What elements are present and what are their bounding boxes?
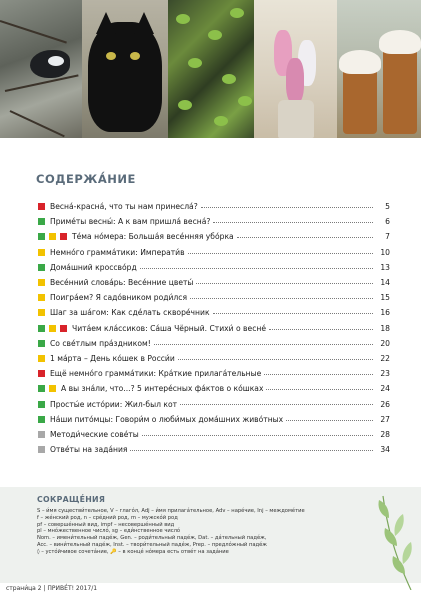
level-marker-red-icon: [60, 325, 67, 332]
level-marker-yellow-icon: [49, 233, 56, 240]
toc-entry-title: Чита́ем кла́ссиков: Са́ша Чёрный. Стихи́ о весне́: [72, 323, 267, 333]
dot-leader: [190, 290, 373, 299]
level-marker-green-icon: [38, 385, 45, 392]
table-of-contents: [38, 199, 390, 457]
photo-seedlings: [168, 0, 254, 138]
toc-entry[interactable]: [38, 229, 390, 244]
toc-entry-title: А вы зна́ли, что...? 5 интере́сных фа́ктов о ко́шках: [61, 384, 264, 394]
dot-leader: [213, 214, 373, 223]
toc-entry-title: Просты́е исто́рии: Жил-был кот: [50, 399, 178, 409]
level-marker-green-icon: [38, 264, 45, 271]
toc-entry-page: 22: [380, 353, 390, 363]
level-marker-red-icon: [60, 233, 67, 240]
level-marker-yellow-icon: [38, 309, 45, 316]
level-markers: [38, 339, 151, 348]
toc-entry[interactable]: [38, 260, 390, 275]
abbreviations-list: [37, 508, 367, 556]
dot-leader: [286, 412, 373, 421]
level-marker-green-icon: [38, 416, 45, 423]
toc-entry-page: 23: [380, 369, 390, 379]
toc-entry-title: Методи́ческие сове́ты: [50, 429, 139, 439]
toc-entry[interactable]: [38, 336, 390, 351]
toc-entry[interactable]: [38, 199, 390, 214]
level-marker-green-icon: [38, 218, 45, 225]
toc-entry-title: Поигра́ем? Я садо́вником роди́лся: [50, 293, 188, 303]
level-markers: [38, 293, 187, 302]
dot-leader: [142, 427, 373, 436]
toc-entry-page: 20: [380, 338, 390, 348]
toc-entry[interactable]: [38, 412, 390, 427]
level-marker-red-icon: [38, 203, 45, 210]
abbreviation-line: ◊ – усто́йчивое сочета́ние, 🔑 – в конце́ но́мера есть отве́т на зада́ние: [37, 548, 229, 555]
dot-leader: [188, 245, 373, 254]
toc-entry[interactable]: [38, 396, 390, 411]
level-marker-yellow-icon: [38, 279, 45, 286]
level-markers: [38, 308, 210, 317]
abbreviation-line: f – же́нский род, n – сре́дний род, m – мужско́й род: [37, 514, 178, 521]
level-marker-green-icon: [38, 233, 45, 240]
level-markers: [38, 232, 234, 241]
toc-entry-title: Весна́-красна́, что ты нам принесла́?: [50, 202, 198, 212]
level-marker-gray-icon: [38, 446, 45, 453]
toc-entry[interactable]: [38, 366, 390, 381]
toc-entry-page: 18: [380, 323, 390, 333]
toc-entry-page: 13: [380, 262, 390, 272]
abbreviation-line: pf – соверше́нный вид, impf – несоверше́нный вид: [37, 521, 175, 528]
dot-leader: [178, 351, 373, 360]
toc-entry-page: 26: [380, 399, 390, 409]
page-footer: страни́ца 2 | ПРИВЕ́Т! 2017/1: [6, 585, 98, 592]
toc-entry-title: Шаг за ша́гом: Как сде́лать скворе́чник: [50, 308, 210, 318]
photo-magpie: [0, 0, 82, 138]
toc-entry-page: 28: [380, 429, 390, 439]
toc-entry-page: 16: [380, 308, 390, 318]
toc-entry[interactable]: [38, 427, 390, 442]
toc-entry-page: 27: [380, 414, 390, 424]
level-marker-green-icon: [38, 340, 45, 347]
toc-entry-title: Те́ма но́мера: Больша́я весе́нняя убо́рка: [72, 232, 234, 242]
dot-leader: [154, 336, 373, 345]
level-marker-yellow-icon: [38, 355, 45, 362]
toc-entry-page: 14: [380, 278, 390, 288]
abbreviation-line: pl – мно́жественное число́, sg – еди́нственное число́: [37, 528, 181, 535]
photo-black-cat: [82, 0, 168, 138]
level-marker-gray-icon: [38, 431, 45, 438]
toc-entry[interactable]: [38, 245, 390, 260]
abbreviation-line: S – и́мя существи́тельное, V – глаго́л, Adj – и́мя прилага́тельное, Adv – наре́чие, Inj – междоме́тие: [37, 508, 305, 514]
dot-leader: [140, 260, 373, 269]
level-markers: [38, 415, 283, 424]
level-marker-yellow-icon: [49, 385, 56, 392]
toc-entry-page: 5: [385, 202, 390, 212]
toc-entry[interactable]: [38, 442, 390, 457]
level-markers: [38, 445, 127, 454]
leaf-branch-icon: [359, 494, 415, 590]
toc-entry-title: Ещё немно́го грамма́тики: Кра́ткие прилага́тельные: [50, 369, 262, 379]
level-markers: [38, 202, 198, 211]
contents-heading: СОДЕРЖА́НИЕ: [36, 172, 136, 186]
level-marker-green-icon: [38, 325, 45, 332]
dot-leader: [130, 442, 373, 451]
level-marker-green-icon: [38, 401, 45, 408]
abbreviations-heading: СОКРАЩЕ́НИЯ: [37, 495, 106, 504]
toc-entry[interactable]: [38, 381, 390, 396]
abbreviation-line: Nom. – имени́тельный паде́ж, Gen. – роди́тельный паде́ж, Dat. – да́тельный паде́ж,: [37, 535, 267, 542]
level-markers: [38, 217, 210, 226]
dot-leader: [196, 275, 373, 284]
toc-entry-page: 10: [380, 247, 390, 257]
level-markers: [38, 430, 139, 439]
toc-entry[interactable]: [38, 275, 390, 290]
toc-entry-title: На́ши пито́мцы: Говори́м о люби́мых дома́шних живо́тных: [50, 414, 284, 424]
level-marker-red-icon: [38, 370, 45, 377]
photo-hyacinth: [254, 0, 337, 138]
dot-leader: [180, 396, 373, 405]
toc-entry-title: Приме́ты весны́: А к вам пришла́ весна́?: [50, 217, 211, 227]
level-markers: [38, 263, 137, 272]
level-marker-yellow-icon: [38, 294, 45, 301]
level-markers: [38, 369, 261, 378]
toc-entry-page: 6: [385, 217, 390, 227]
level-markers: [38, 354, 175, 363]
level-markers: [38, 324, 266, 333]
dot-leader: [201, 199, 373, 208]
header-photo-strip: [0, 0, 421, 138]
toc-entry-title: Немно́го грамма́тики: Императи́в: [50, 247, 185, 257]
toc-entry[interactable]: [38, 321, 390, 336]
toc-entry-title: Дома́шний кроссво́рд: [50, 262, 137, 272]
toc-entry[interactable]: [38, 305, 390, 320]
level-marker-yellow-icon: [49, 325, 56, 332]
level-marker-yellow-icon: [38, 249, 45, 256]
level-markers: [38, 400, 177, 409]
toc-entry-page: 15: [380, 293, 390, 303]
level-markers: [38, 278, 193, 287]
dot-leader: [264, 366, 373, 375]
photo-easter-cakes: [337, 0, 421, 138]
toc-entry[interactable]: [38, 214, 390, 229]
toc-entry-title: Со све́тлым пра́здником!: [50, 338, 151, 348]
dot-leader: [237, 229, 373, 238]
dot-leader: [266, 381, 373, 390]
toc-entry-page: 7: [385, 232, 390, 242]
dot-leader: [213, 305, 373, 314]
toc-entry-title: Отве́ты на зада́ния: [50, 445, 128, 455]
dot-leader: [269, 321, 373, 330]
toc-entry-title: 1 ма́рта – День ко́шек в Росси́и: [50, 353, 175, 363]
level-markers: [38, 248, 185, 257]
abbreviation-line: Acc. – вини́тельный паде́ж, Inst. – твори́тельный паде́ж, Prep. – предло́жный паде́ж: [37, 541, 267, 548]
level-markers: [38, 384, 263, 393]
toc-entry[interactable]: [38, 290, 390, 305]
toc-entry[interactable]: [38, 351, 390, 366]
toc-entry-title: Весе́нний слова́рь: Весе́нние цветы́: [50, 278, 194, 288]
toc-entry-page: 24: [380, 384, 390, 394]
toc-entry-page: 34: [380, 445, 390, 455]
